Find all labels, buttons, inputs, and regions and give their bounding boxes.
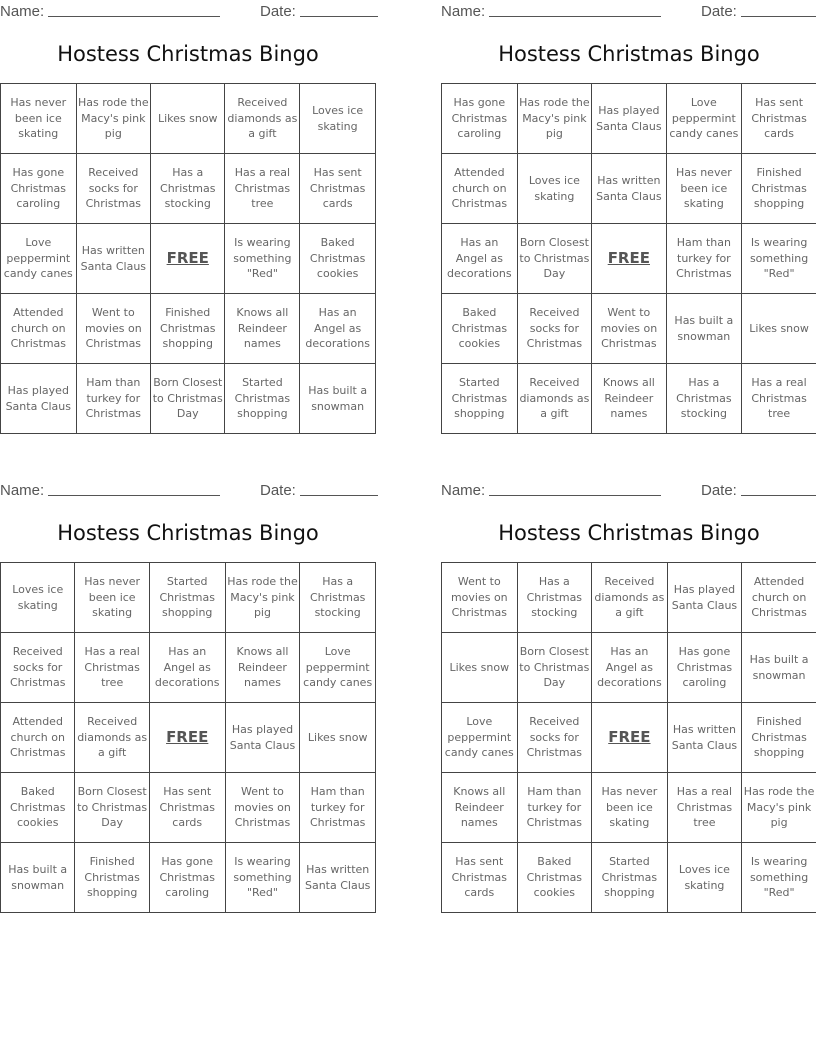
name-date-row (0, 0, 376, 22)
bingo-card-4 (441, 479, 816, 915)
grid-row (1, 364, 376, 434)
name-blank-line[interactable] (48, 2, 220, 17)
bingo-square[interactable]: Is wearing something "Red" (225, 224, 300, 294)
bingo-square[interactable]: Went to movies on Christmas (225, 773, 300, 843)
grid-row (1, 563, 376, 633)
free-square[interactable]: FREE (151, 224, 225, 294)
bingo-square[interactable]: Has never been ice skating (592, 773, 668, 843)
bingo-square[interactable]: Has built a snowman (742, 633, 816, 703)
name-date-row (0, 479, 376, 501)
bingo-card-1 (0, 0, 376, 436)
grid-row (1, 154, 376, 224)
bingo-square[interactable]: Received socks for Christmas (517, 294, 591, 364)
grid-row (442, 154, 816, 224)
grid-row (442, 84, 816, 154)
card-title: Hostess Christmas Bingo (498, 42, 760, 66)
bingo-square[interactable]: Has a real Christmas tree (667, 773, 741, 843)
bingo-square[interactable]: Likes snow (742, 294, 816, 364)
bingo-square[interactable]: Has never been ice skating (666, 154, 742, 224)
bingo-square[interactable]: Finished Christmas shopping (742, 703, 816, 773)
free-square[interactable]: FREE (149, 703, 225, 773)
bingo-card-2 (441, 0, 816, 436)
date-label: Date: (701, 482, 737, 499)
bingo-square[interactable]: Knows all Reindeer names (225, 633, 300, 703)
bingo-square[interactable]: Baked Christmas cookies (442, 294, 518, 364)
bingo-card-3 (0, 479, 376, 915)
card-title: Hostess Christmas Bingo (498, 521, 760, 545)
bingo-square[interactable]: Received diamonds as a gift (75, 703, 149, 773)
date-field[interactable] (701, 481, 816, 499)
bingo-square[interactable]: Started Christmas shopping (442, 364, 518, 434)
bingo-square[interactable]: Has gone Christmas caroling (149, 843, 225, 913)
bingo-square[interactable]: Is wearing something "Red" (225, 843, 300, 913)
bingo-square[interactable]: Has sent Christmas cards (149, 773, 225, 843)
name-label: Name: (0, 3, 45, 20)
bingo-square[interactable]: Baked Christmas cookies (517, 843, 591, 913)
date-field[interactable] (260, 2, 378, 20)
bingo-square[interactable]: Ham than turkey for Christmas (76, 364, 150, 434)
card-title: Hostess Christmas Bingo (57, 42, 319, 66)
date-label: Date: (260, 482, 296, 499)
bingo-square[interactable]: Has an Angel as decorations (300, 294, 376, 364)
name-label: Name: (0, 482, 45, 499)
bingo-square[interactable]: Loves ice skating (1, 563, 75, 633)
bingo-square[interactable]: Finished Christmas shopping (75, 843, 149, 913)
bingo-square[interactable]: Has written Santa Claus (592, 154, 666, 224)
name-field[interactable] (0, 2, 220, 20)
bingo-square[interactable]: Has an Angel as decorations (442, 224, 518, 294)
bingo-square[interactable]: Has sent Christmas cards (742, 84, 816, 154)
grid-row (1, 294, 376, 364)
bingo-square[interactable]: Attended church on Christmas (742, 563, 816, 633)
bingo-square[interactable]: Received diamonds as a gift (225, 84, 300, 154)
name-blank-line[interactable] (489, 481, 661, 496)
bingo-grid (0, 83, 376, 434)
bingo-square[interactable]: Born Closest to Christmas Day (151, 364, 225, 434)
bingo-square[interactable]: Likes snow (442, 633, 518, 703)
grid-row (442, 843, 816, 913)
date-label: Date: (260, 3, 296, 20)
bingo-square[interactable]: Baked Christmas cookies (1, 773, 75, 843)
bingo-square[interactable]: Has never been ice skating (75, 563, 149, 633)
bingo-square[interactable]: Ham than turkey for Christmas (517, 773, 591, 843)
grid-row (1, 843, 376, 913)
bingo-square[interactable]: Has played Santa Claus (1, 364, 77, 434)
bingo-square[interactable]: Loves ice skating (667, 843, 741, 913)
bingo-square[interactable]: Has written Santa Claus (76, 224, 150, 294)
bingo-grid (441, 562, 816, 913)
grid-row (1, 703, 376, 773)
bingo-square[interactable]: Has an Angel as decorations (592, 633, 668, 703)
bingo-square[interactable]: Attended church on Christmas (1, 703, 75, 773)
grid-row (442, 294, 816, 364)
bingo-square[interactable]: Has a Christmas stocking (300, 563, 376, 633)
bingo-square[interactable]: Has rode the Macy's pink pig (742, 773, 816, 843)
bingo-square[interactable]: Received socks for Christmas (1, 633, 75, 703)
bingo-square[interactable]: Attended church on Christmas (442, 154, 518, 224)
bingo-square[interactable]: Has a Christmas stocking (151, 154, 225, 224)
date-field[interactable] (260, 481, 378, 499)
grid-row (442, 563, 816, 633)
free-square[interactable]: FREE (592, 224, 666, 294)
bingo-square[interactable]: Started Christmas shopping (592, 843, 668, 913)
bingo-square[interactable]: Has a Christmas stocking (666, 364, 742, 434)
bingo-square[interactable]: Loves ice skating (517, 154, 591, 224)
bingo-square[interactable]: Has played Santa Claus (225, 703, 300, 773)
grid-row (442, 633, 816, 703)
bingo-square[interactable]: Has a real Christmas tree (75, 633, 149, 703)
name-label: Name: (441, 3, 486, 20)
bingo-square[interactable]: Has a real Christmas tree (225, 154, 300, 224)
bingo-square[interactable]: Has written Santa Claus (300, 843, 376, 913)
bingo-square[interactable]: Baked Christmas cookies (300, 224, 376, 294)
bingo-square[interactable]: Has played Santa Claus (592, 84, 666, 154)
bingo-square[interactable]: Finished Christmas shopping (742, 154, 816, 224)
bingo-grid (441, 83, 816, 434)
bingo-grid (0, 562, 376, 913)
bingo-square[interactable]: Love peppermint candy canes (300, 633, 376, 703)
name-date-row (441, 0, 816, 22)
grid-row (442, 703, 816, 773)
bingo-square[interactable]: Has rode the Macy's pink pig (517, 84, 591, 154)
grid-row (442, 364, 816, 434)
bingo-square[interactable]: Born Closest to Christmas Day (517, 633, 591, 703)
bingo-square[interactable]: Ham than turkey for Christmas (300, 773, 376, 843)
date-blank-line[interactable] (741, 2, 816, 17)
bingo-square[interactable]: Went to movies on Christmas (592, 294, 666, 364)
date-blank-line[interactable] (300, 2, 378, 17)
bingo-square[interactable]: Born Closest to Christmas Day (517, 224, 591, 294)
bingo-square[interactable]: Has built a snowman (666, 294, 742, 364)
bingo-square[interactable]: Has gone Christmas caroling (442, 84, 518, 154)
bingo-square[interactable]: Has never been ice skating (1, 84, 77, 154)
bingo-square[interactable]: Started Christmas shopping (225, 364, 300, 434)
name-field[interactable] (441, 481, 661, 499)
bingo-square[interactable]: Knows all Reindeer names (225, 294, 300, 364)
grid-row (1, 84, 376, 154)
grid-row (442, 773, 816, 843)
bingo-square[interactable]: Love peppermint candy canes (442, 703, 518, 773)
bingo-square[interactable]: Received socks for Christmas (76, 154, 150, 224)
bingo-square[interactable]: Likes snow (300, 703, 376, 773)
name-date-row (441, 479, 816, 501)
bingo-square[interactable]: Has a Christmas stocking (517, 563, 591, 633)
bingo-square[interactable]: Likes snow (151, 84, 225, 154)
bingo-square[interactable]: Finished Christmas shopping (151, 294, 225, 364)
date-label: Date: (701, 3, 737, 20)
bingo-square[interactable]: Knows all Reindeer names (442, 773, 518, 843)
free-square[interactable]: FREE (592, 703, 668, 773)
bingo-square[interactable]: Received socks for Christmas (517, 703, 591, 773)
bingo-square[interactable]: Has a real Christmas tree (742, 364, 816, 434)
bingo-square[interactable]: Is wearing something "Red" (742, 224, 816, 294)
date-field[interactable] (701, 2, 816, 20)
name-blank-line[interactable] (48, 481, 220, 496)
bingo-square[interactable]: Has built a snowman (1, 843, 75, 913)
name-blank-line[interactable] (489, 2, 661, 17)
bingo-square[interactable]: Received diamonds as a gift (592, 563, 668, 633)
bingo-square[interactable]: Is wearing something "Red" (742, 843, 816, 913)
card-title: Hostess Christmas Bingo (57, 521, 319, 545)
grid-row (1, 773, 376, 843)
date-blank-line[interactable] (300, 481, 378, 496)
bingo-square[interactable]: Has rode the Macy's pink pig (76, 84, 150, 154)
name-label: Name: (441, 482, 486, 499)
bingo-square[interactable]: Has sent Christmas cards (442, 843, 518, 913)
grid-row (442, 224, 816, 294)
bingo-square[interactable]: Went to movies on Christmas (442, 563, 518, 633)
bingo-square[interactable]: Love peppermint candy canes (666, 84, 742, 154)
bingo-square[interactable]: Has gone Christmas caroling (1, 154, 77, 224)
name-field[interactable] (441, 2, 661, 20)
bingo-square[interactable]: Has an Angel as decorations (149, 633, 225, 703)
grid-row (1, 224, 376, 294)
bingo-square[interactable]: Has written Santa Claus (667, 703, 741, 773)
bingo-square[interactable]: Born Closest to Christmas Day (75, 773, 149, 843)
bingo-square[interactable]: Ham than turkey for Christmas (666, 224, 742, 294)
bingo-square[interactable]: Loves ice skating (300, 84, 376, 154)
date-blank-line[interactable] (741, 481, 816, 496)
bingo-square[interactable]: Started Christmas shopping (149, 563, 225, 633)
grid-row (1, 633, 376, 703)
name-field[interactable] (0, 481, 220, 499)
bingo-square[interactable]: Knows all Reindeer names (592, 364, 666, 434)
bingo-square[interactable]: Has gone Christmas caroling (667, 633, 741, 703)
bingo-square[interactable]: Has built a snowman (300, 364, 376, 434)
bingo-square[interactable]: Has played Santa Claus (667, 563, 741, 633)
bingo-square[interactable]: Attended church on Christmas (1, 294, 77, 364)
bingo-square[interactable]: Has rode the Macy's pink pig (225, 563, 300, 633)
bingo-square[interactable]: Has sent Christmas cards (300, 154, 376, 224)
bingo-square[interactable]: Received diamonds as a gift (517, 364, 591, 434)
bingo-square[interactable]: Love peppermint candy canes (1, 224, 77, 294)
bingo-square[interactable]: Went to movies on Christmas (76, 294, 150, 364)
